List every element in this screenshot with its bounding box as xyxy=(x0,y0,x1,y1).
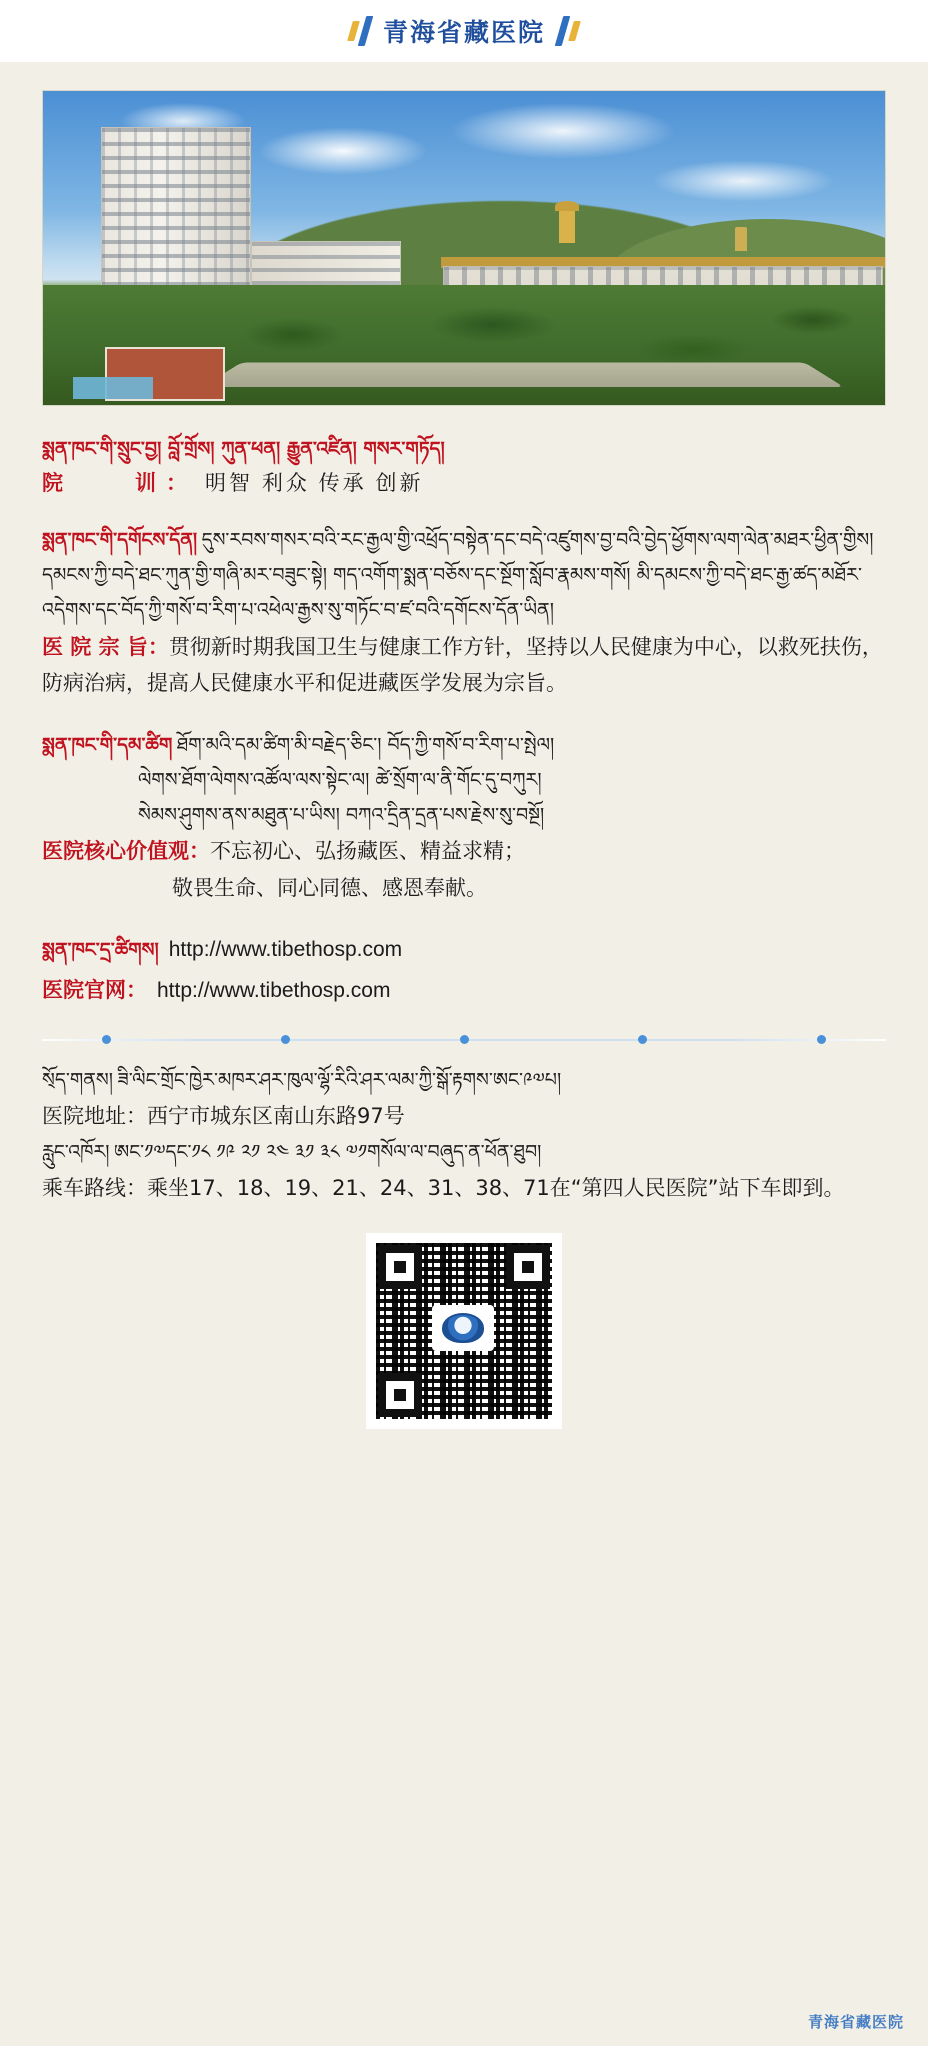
website-url-tibetan-line[interactable]: http://www.tibethosp.com xyxy=(168,937,403,961)
address-label: 医院地址： xyxy=(42,1104,147,1129)
website-label: 医院官网： xyxy=(42,978,147,1003)
values-line-2: 敬畏生命、同心同德、感恩奉献。 xyxy=(172,876,487,901)
page-content xyxy=(0,62,928,1429)
address-tibetan-value: ཟི་ལིང་གྲོང་ཁྱེར་མཁར་ཤར་ཁུལ་ལྷོ་རིའི་ཤར་ལམ་ཀྱི་སྒོ་རྟགས་ཨང་༩༧པ། xyxy=(117,1068,562,1091)
header-left-bars xyxy=(350,16,369,46)
values-label: 医院核心价值观： xyxy=(42,839,210,864)
qr-code-image[interactable] xyxy=(376,1243,552,1419)
address-tibetan-row xyxy=(42,1063,886,1098)
footer-watermark: 青海省藏医院 xyxy=(807,2014,904,2031)
qr-center-logo xyxy=(432,1305,494,1351)
header-right-bars xyxy=(559,16,578,46)
blue-bar-icon xyxy=(555,16,571,46)
purpose-body: 贯彻新时期我国卫生与健康工作方针，坚持以人民健康为中心，以救死扶伤，防病治病，提高人民健康水平和促进藏医学发展为宗旨。 xyxy=(42,634,883,696)
address-value: 西宁市城东区南山东路97号 xyxy=(147,1104,405,1129)
purpose-chinese-paragraph xyxy=(42,629,886,703)
gold-bar-icon xyxy=(347,21,360,41)
qr-finder-icon xyxy=(378,1245,422,1289)
purpose-tibetan-body: དུས་རབས་གསར་བའི་རང་རྒྱལ་གྱི་འཕྲོད་བསྟེན་དང་བདེ་འཛུགས་བྱ་བའི་བྱེད་ཕྱོགས་ལག་ལེན་མཐར་ཕྱིན་གྱིས། དམངས་ཀྱི་བདེ་ཐང་ཀུན་གྱི་གཞི་མར་བཟུང་སྟེ། གད་འགོག་སྨན་བཅོས་དང་སྔོག་སློབ་རྣམས་གསོ། མི་དམངས་ཀྱི་བདེ་ཐང་རྒྱ་ཚད་མཐོར་འདེགས་དང་བོད་ཀྱི་གསོ་བ་རིག་པ་འཕེལ་རྒྱས་སུ་གཏོང་བ་ཛ་བའི་དགོངས་དོན་ཡིན། xyxy=(42,529,874,622)
golden-tower-icon xyxy=(559,209,575,243)
gold-bar-icon xyxy=(568,21,581,41)
address-chinese-row xyxy=(42,1098,886,1135)
bus-tibetan-value: ཨང་༡༧དང་༡༨ ༡༩ ༢༡ ༢༤ ༣༡ ༣༨ ༧༡གསོལ་ལ་བཞུད་ན་ཕོན་ཐུབ། xyxy=(113,1140,542,1163)
values-tibetan-line-1: ཐོག་མའི་དམ་ཚིག་མི་བརྗེད་ཅིང་། བོད་ཀྱི་གསོ་བ་རིག་པ་སྤེལ། xyxy=(176,734,555,757)
divider-dot-icon xyxy=(281,1035,290,1044)
motto-chinese-row xyxy=(42,467,886,497)
bus-value: 乘坐17、18、19、21、24、31、38、71在“第四人民医院”站下车即到。 xyxy=(147,1175,845,1200)
values-line-1: 不忘初心、弘扬藏医、精益求精； xyxy=(210,839,525,864)
purpose-label: 医 院 宗 旨： xyxy=(42,634,169,659)
website-tibetan-label: སྨན་ཁང་དྲ་ཚིགས། xyxy=(42,938,159,961)
divider-dot-icon xyxy=(102,1035,111,1044)
page-title: 青海省藏医院 xyxy=(382,19,545,47)
qr-finder-icon xyxy=(378,1373,422,1417)
divider-dots xyxy=(42,1035,886,1044)
purpose-tibetan-heading: སྨན་ཁང་གི་དགོངས་དོན། xyxy=(42,529,198,552)
blue-bar-icon xyxy=(358,16,374,46)
hospital-photo xyxy=(42,90,886,406)
website-tibetan-row xyxy=(42,933,886,968)
section-address xyxy=(42,1063,886,1135)
website-chinese-row xyxy=(42,972,886,1009)
divider-dot-icon xyxy=(460,1035,469,1044)
hospital-emblem-icon xyxy=(442,1313,484,1343)
section-core-values xyxy=(42,728,886,907)
section-bus-routes xyxy=(42,1135,886,1207)
values-chinese-line-1-row xyxy=(42,833,886,870)
qr-finder-icon xyxy=(506,1245,550,1289)
motto-label: 院 训： xyxy=(42,472,197,496)
divider-dot-icon xyxy=(817,1035,826,1044)
values-tibetan-line-3: སེམས་ཤུགས་ནས་མཐུན་པ་ཡིས། བཀའ་དྲིན་དྲན་པས་རྗེས་སུ་བསྔོ། xyxy=(138,804,545,827)
motto-value: 明智 利众 传承 创新 xyxy=(205,472,424,496)
purpose-tibetan-paragraph xyxy=(42,523,886,628)
section-motto xyxy=(42,432,886,497)
bus-label: 乘车路线： xyxy=(42,1175,147,1200)
website-url-link[interactable]: http://www.tibethosp.com xyxy=(157,979,391,1003)
divider-dot-icon xyxy=(638,1035,647,1044)
page-header xyxy=(0,0,928,62)
address-tibetan-label: ས྄ོད་གནས། xyxy=(42,1068,113,1091)
water-pool xyxy=(73,377,153,399)
values-tibetan-heading: སྨན་ཁང་གི་དམ་ཚིག xyxy=(42,734,173,757)
values-tibetan-line-1-row xyxy=(42,728,886,763)
bus-tibetan-label: རླུང་འཁོར། xyxy=(42,1140,110,1163)
qr-code-container xyxy=(366,1233,562,1429)
motto-tibetan: སྨན་ཁང་གི་སྲུང་བྱ། བློ་གྲོས། ཀུན་ཕན། རྒྱུན་འཛིན། གསར་གཏོད། xyxy=(42,438,445,460)
section-purpose xyxy=(42,523,886,702)
garden-path xyxy=(202,363,844,387)
bus-tibetan-row xyxy=(42,1135,886,1170)
golden-tower-small-icon xyxy=(735,227,747,251)
section-website xyxy=(42,933,886,1009)
bus-chinese-row xyxy=(42,1170,886,1207)
dotted-divider xyxy=(42,1035,886,1045)
values-tibetan-line-2: ལེགས་ཐོག་ལེགས་འཚོལ་ལས་སྟེང་ལ། ཚེ་སྲོག་ལ་ནི་གོང་དུ་བཀུར། xyxy=(138,769,542,792)
